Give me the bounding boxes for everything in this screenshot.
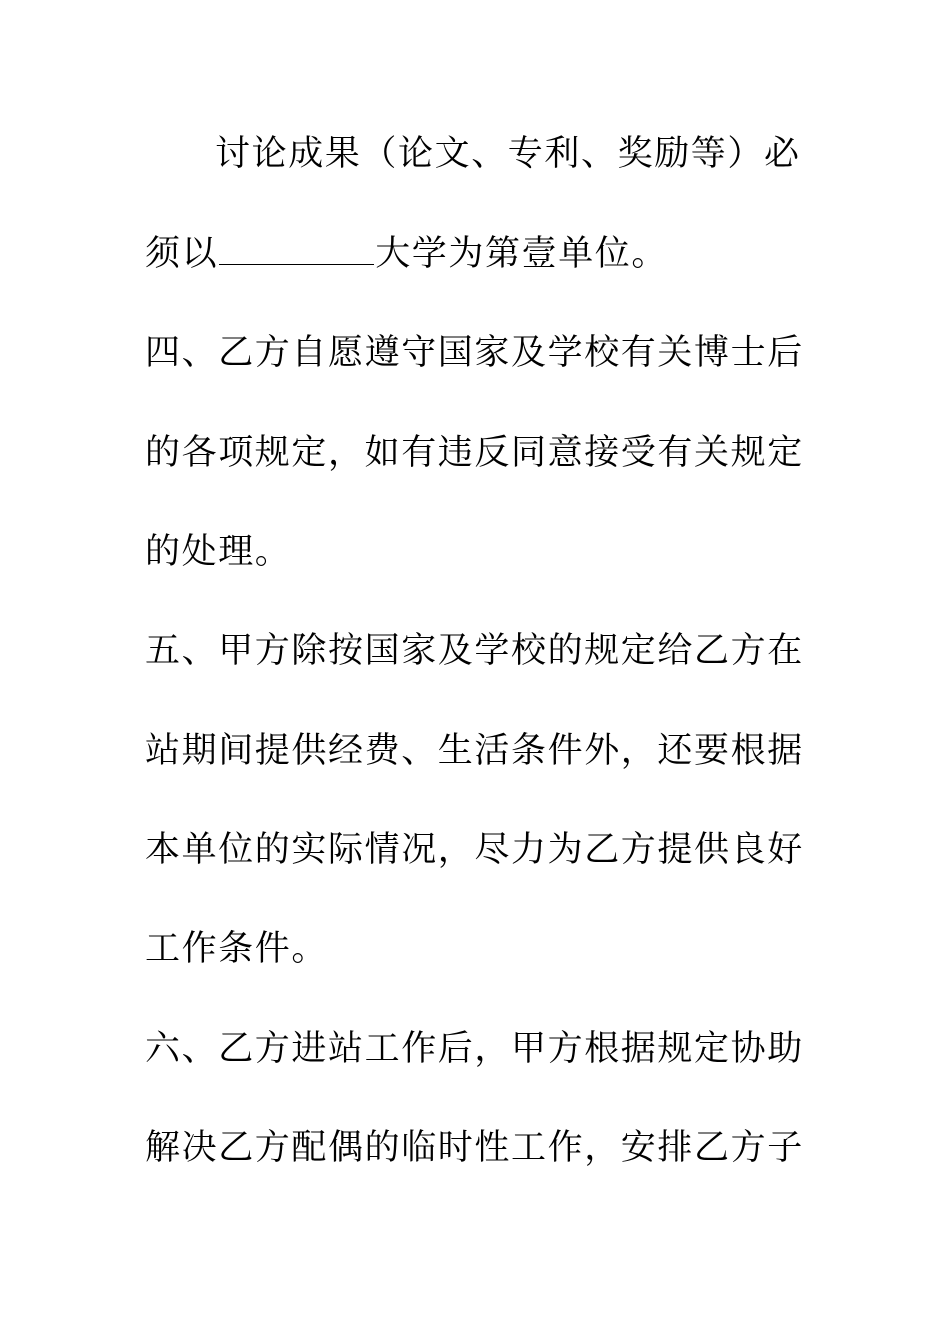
clause-6-line-1: 六、乙方进站工作后，甲方根据规定协助: [145, 1029, 804, 1069]
clause-5-line-3: 本单位的实际情况，尽力为乙方提供良好: [145, 830, 804, 870]
line-prefix: 须以: [145, 234, 219, 274]
paragraph-line-2: [145, 234, 805, 274]
line-suffix: 大学为第壹单位。: [375, 234, 669, 274]
clause-6-line-2: 解决乙方配偶的临时性工作，安排乙方子: [145, 1128, 804, 1168]
clause-4-line-1: 四、乙方自愿遵守国家及学校有关博士后: [145, 333, 804, 373]
clause-4-line-2: 的各项规定，如有违反同意接受有关规定: [145, 433, 804, 473]
clause-5-line-2: 站期间提供经费、生活条件外，还要根据: [145, 731, 804, 771]
clause-5-line-1: 五、甲方除按国家及学校的规定给乙方在: [145, 631, 804, 671]
fill-in-blank: [219, 238, 374, 265]
clause-4-line-3: 的处理。: [145, 532, 292, 572]
paragraph-line-1: 讨论成果（论文、专利、奖励等）必: [215, 134, 801, 174]
clause-5-line-4: 工作条件。: [145, 929, 329, 969]
